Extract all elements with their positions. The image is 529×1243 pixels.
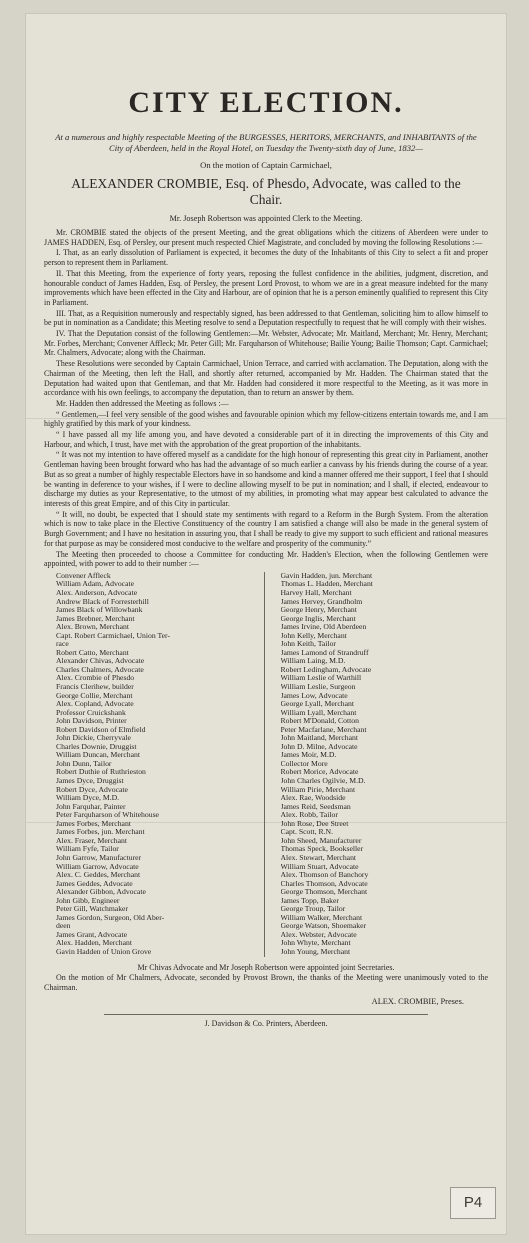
committee-member: Harvey Hall, Merchant xyxy=(280,589,352,597)
committee-member: Thomas Speck, Bookseller xyxy=(280,845,364,854)
committee-member: James Reid, Seedsman xyxy=(280,802,351,811)
committee-member: Charles Downie, Druggist xyxy=(56,742,137,751)
committee-member: Robert Catto, Merchant xyxy=(56,648,129,657)
chairman-line: ALEXANDER CROMBIE, Esq. of Phesdo, Advocate, was called to the Chair. xyxy=(71,176,461,207)
committee-member: John Garrow, Manufacturer xyxy=(56,853,142,862)
committee-member: James Dyce, Druggist xyxy=(56,777,124,786)
committee-list xyxy=(44,572,488,957)
committee-member: Alexander Chivas, Advocate xyxy=(56,657,145,666)
committee-member: Peter Gill, Watchmaker xyxy=(56,905,129,914)
committee-member: James Irvine, Old Aberdeen xyxy=(280,623,367,632)
committee-member: Robert Ledingham, Advocate xyxy=(280,665,372,674)
committee-member: William Pirie, Merchant xyxy=(280,785,356,794)
committee-member: Alex. Crombie of Phesdo xyxy=(56,674,135,683)
committee-member: George Thomson, Merchant xyxy=(280,888,368,897)
committee-column-left xyxy=(44,572,264,957)
committee-member: Capt. Robert Carmichael, Union Ter- xyxy=(56,631,171,640)
committee-member: Alexander Gibbon, Advocate xyxy=(56,888,146,897)
committee-member: William Leslie of Warthill xyxy=(280,674,362,683)
resolution-3: III. That, as a Requisition numerously and respectably signed, has been addressed to that Gentleman, soliciting him to allow himself to be put in nomination as a Candidate; this Meeting resolve to send a Deputation respectfully to request that he will comply with their wishes. xyxy=(44,308,488,328)
committee-member: Alex. Webster, Advocate xyxy=(280,930,357,939)
speech-paragraph: “ It was not my intention to have offered myself as a candidate for the high honour of representing this great city in Parliament, another Gentleman having been brought forward who has had the advantage of so much earlier a canvass by his friends during the course of a year. But as so great a number of highly respectable Electors have in so handsome and kind a manner offered me their support, I feel that I should be wanting in deference to your wishes, if I were to decline allowing myself to be put in nomination; and I shall, if elected, endeavour to discharge my duties as your Representative, to the utmost of my abilities, in promoting what may appear best calculated to advance the interests of this great Empire, and of this City in particular. xyxy=(44,450,488,508)
committee-member: John Dickie, Cherryvale xyxy=(56,734,131,743)
committee-member: William Dyce, M.D. xyxy=(56,794,120,803)
committee-member: George Lyall, Merchant xyxy=(280,700,355,709)
committee-member: James Topp, Baker xyxy=(280,896,339,905)
resolution-4: IV. That the Deputation consist of the following Gentlemen:—Mr. Webster, Advocate; Mr. Maitland, Merchant; Mr. Henry, Merchant; Mr. Forbes, Merchant; Convener Affleck; Mr. Peter Gill; Mr. Farquharson of Whitehouse; Bailie Young; Bailie Thomson; Capt. Carmichael; Mr. Chalmers, Advocate; along with the Chairman. xyxy=(44,329,488,358)
committee-member: William Duncan, Merchant xyxy=(56,751,141,760)
committee-member: James Forbes, jun. Merchant xyxy=(56,828,145,837)
committee-member: Alex. Robb, Tailor xyxy=(280,811,338,820)
minutes-text xyxy=(44,228,488,569)
committee-member: Robert M'Donald, Cotton xyxy=(280,717,359,726)
document-title: CITY ELECTION. xyxy=(128,86,404,119)
paragraph: Mr. Hadden then addressed the Meeting as follows :— xyxy=(56,398,229,408)
committee-member: James Brebner, Merchant xyxy=(56,614,135,623)
committee-member: George Troup, Tailor xyxy=(280,905,346,914)
committee-member: deen xyxy=(56,922,71,931)
committee-member: George Watson, Shoemaker xyxy=(280,922,367,931)
archive-mark: P4 xyxy=(450,1187,496,1219)
committee-member: Alex. Anderson, Advocate xyxy=(56,589,138,597)
committee-member: Andrew Black of Forresterhill xyxy=(56,597,149,606)
committee-member: James Black of Willowbank xyxy=(56,606,143,615)
committee-member: Charles Chalmers, Advocate xyxy=(56,665,144,674)
speech-paragraph: “ Gentlemen,—I feel very sensible of the good wishes and favourable opinion which my fellow-citizens entertain towards me, and I am highly gratified by this mark of your kindness. xyxy=(44,409,488,429)
committee-member: George Collie, Merchant xyxy=(56,691,133,700)
speech-paragraph: “ It will, no doubt, be expected that I should state my sentiments with regard to a Reform in the Burgh System. From the alteration which is now to take place in the Elective Constituency of the country I am satisfied a change will also be made in the general system of Burgh Government; and I have no hesitation in assuring you, that I shall be ready to give my support to such efficient and rational measures for that purpose as may be considered most conducive to the welfare and prosperity of the community.” xyxy=(44,509,488,548)
committee-member: William Lyall, Merchant xyxy=(280,708,357,717)
committee-member: William Walker, Merchant xyxy=(280,913,363,922)
paragraph: The Meeting then proceeded to choose a Committee for conducting Mr. Hadden's Election, when the following Gentlemen were appointed, with power to add to their number :— xyxy=(44,549,488,569)
committee-member: race xyxy=(56,640,69,649)
committee-member: William Stuart, Advocate xyxy=(280,862,359,871)
committee-member: James Geddes, Advocate xyxy=(56,879,133,888)
preamble: At a numerous and highly respectable Meeting of the BURGESSES, HERITORS, MERCHANTS, and INHABITANTS of the City of Aberdeen, held in the Royal Hotel, on Tuesday the Twenty-sixth day of June, 1832— xyxy=(55,132,477,153)
committee-member: Professor Cruickshank xyxy=(56,708,126,717)
signature: ALEX. CROMBIE, Preses. xyxy=(371,996,464,1006)
committee-member: John Davidson, Printer xyxy=(56,717,127,726)
speech-paragraph: “ I have passed all my life among you, and have devoted a considerable part of it in directing the improvements of this City and Harbour, and which, I trust, have met with the approbation of the great proportion of the inhabitants. xyxy=(44,430,488,449)
divider xyxy=(104,1014,428,1015)
printer-imprint: J. Davidson & Co. Printers, Aberdeen. xyxy=(204,1018,328,1028)
committee-member: Capt. Scott, R.N. xyxy=(280,828,334,837)
committee-member: James Lamond of Strandruff xyxy=(280,648,369,657)
committee-member: John Young, Merchant xyxy=(280,947,351,956)
committee-member: William Leslie, Surgeon xyxy=(280,683,356,692)
committee-member: William Adam, Advocate xyxy=(56,580,135,589)
committee-member: Peter Farquharson of Whitehouse xyxy=(56,811,159,820)
committee-member: Robert Dyce, Advocate xyxy=(56,785,128,794)
committee-member: James Low, Advocate xyxy=(280,691,348,700)
committee-member: Gavin Hadden, jun. Merchant xyxy=(280,571,373,580)
secretaries-line: Mr Chivas Advocate and Mr Joseph Robertson were appointed joint Secretaries. xyxy=(137,962,395,972)
committee-member: Convener Affleck xyxy=(56,571,111,580)
committee-member: George Inglis, Merchant xyxy=(280,614,356,623)
committee-member: James Forbes, Merchant xyxy=(56,819,131,828)
paragraph: These Resolutions were seconded by Captain Carmichael, Union Terrace, and carried with acclamation. The Deputation, along with the Chairman of the Meeting, then left the Hall, and shortly after returned, accompanied by Mr. Hadden. The Chairman stated that the Deputation had waited upon that Gentleman, and that Mr. Hadden had considered it more respectful to the Meeting, as it was more in accordance with his own feelings, to accompany the deputation, than to return an answer by them. xyxy=(44,359,488,398)
committee-member: William Laing, M.D. xyxy=(280,657,346,666)
resolution-2: II. That this Meeting, from the experience of forty years, reposing the fullest confidence in the abilities, judgment, discretion, and honourable conduct of James Hadden, Esq. of Persley, the present Lord Provost, to whom we are in a great measure indebted for the many improvements which have been effected in the City and Harbour, are of opinion that he is a person eminently qualified to represent this City in Parliament. xyxy=(44,268,488,307)
committee-member: Alex. Rae, Woodside xyxy=(280,794,346,803)
committee-member: Alex. Hadden, Merchant xyxy=(56,939,132,948)
paragraph: Mr. CROMBIE stated the objects of the present Meeting, and the great obligations which the citizens of Aberdeen were under to JAMES HADDEN, Esq. of Persley, our present much respected Chief Magistrate, and concluded by moving the following Resolutions :— xyxy=(44,228,488,247)
committee-member: Alex. Fraser, Merchant xyxy=(56,836,127,845)
thanks-line: On the motion of Mr Chalmers, Advocate, seconded by Provost Brown, the thanks of the Meeting were unanimously voted to the Chairman. xyxy=(44,972,488,992)
committee-member: Alex. Copland, Advocate xyxy=(56,700,134,709)
committee-member: John Charles Ogilvie, M.D. xyxy=(280,777,366,786)
committee-member: Charles Thomson, Advocate xyxy=(280,879,368,888)
resolution-1: I. That, as an early dissolution of Parliament is expected, it becomes the duty of the Inhabitants of this City to select a fit and proper person to represent them in Parliament. xyxy=(44,248,488,268)
committee-member: Alex. Brown, Merchant xyxy=(56,623,130,632)
committee-member: John Gibb, Engineer xyxy=(56,896,120,905)
committee-member: Gavin Hadden of Union Grove xyxy=(56,947,152,956)
document-sheet xyxy=(26,14,506,1234)
committee-member: John Rose, Dee Street xyxy=(280,819,349,828)
committee-member: Thomas L. Hadden, Merchant xyxy=(280,580,373,589)
closing-section xyxy=(44,963,488,993)
committee-member: John Maitland, Merchant xyxy=(280,734,358,743)
committee-member: James Grant, Advocate xyxy=(56,930,128,939)
committee-member: John Kelly, Merchant xyxy=(280,631,347,640)
committee-member: Alex. Thomson of Banchory xyxy=(280,871,369,880)
committee-member: William Fyfe, Tailor xyxy=(56,845,119,854)
committee-member: John Keith, Tailor xyxy=(280,640,336,649)
committee-member: John Whyte, Merchant xyxy=(280,939,351,948)
committee-member: James Gordon, Surgeon, Old Aber- xyxy=(56,913,165,922)
committee-member: John D. Milne, Advocate xyxy=(280,742,358,751)
committee-member: John Sheed, Manufacturer xyxy=(280,836,362,845)
committee-member: Robert Morice, Advocate xyxy=(280,768,359,777)
committee-member: Peter Macfarlane, Merchant xyxy=(280,725,367,734)
motion-line: On the motion of Captain Carmichael, xyxy=(200,160,332,170)
committee-member: Alex. C. Geddes, Merchant xyxy=(56,871,141,880)
committee-member: Alex. Stewart, Merchant xyxy=(280,853,357,862)
clerk-line: Mr. Joseph Robertson was appointed Clerk to the Meeting. xyxy=(169,214,363,223)
committee-member: George Henry, Merchant xyxy=(280,606,357,615)
document-body xyxy=(26,14,506,1028)
committee-member: William Garrow, Advocate xyxy=(56,862,139,871)
committee-member: Collector More xyxy=(280,759,328,768)
committee-column-right xyxy=(264,572,489,957)
committee-member: James Hervey, Grandholm xyxy=(280,597,363,606)
committee-member: Robert Duthie of Ruthrieston xyxy=(56,768,146,777)
committee-member: James Moir, M.D. xyxy=(280,751,337,760)
committee-member: John Dunn, Tailor xyxy=(56,759,112,768)
committee-member: Robert Davidson of Elmfield xyxy=(56,725,146,734)
committee-member: John Farquhar, Painter xyxy=(56,802,126,811)
committee-member: Francis Clerihew, builder xyxy=(56,683,134,692)
